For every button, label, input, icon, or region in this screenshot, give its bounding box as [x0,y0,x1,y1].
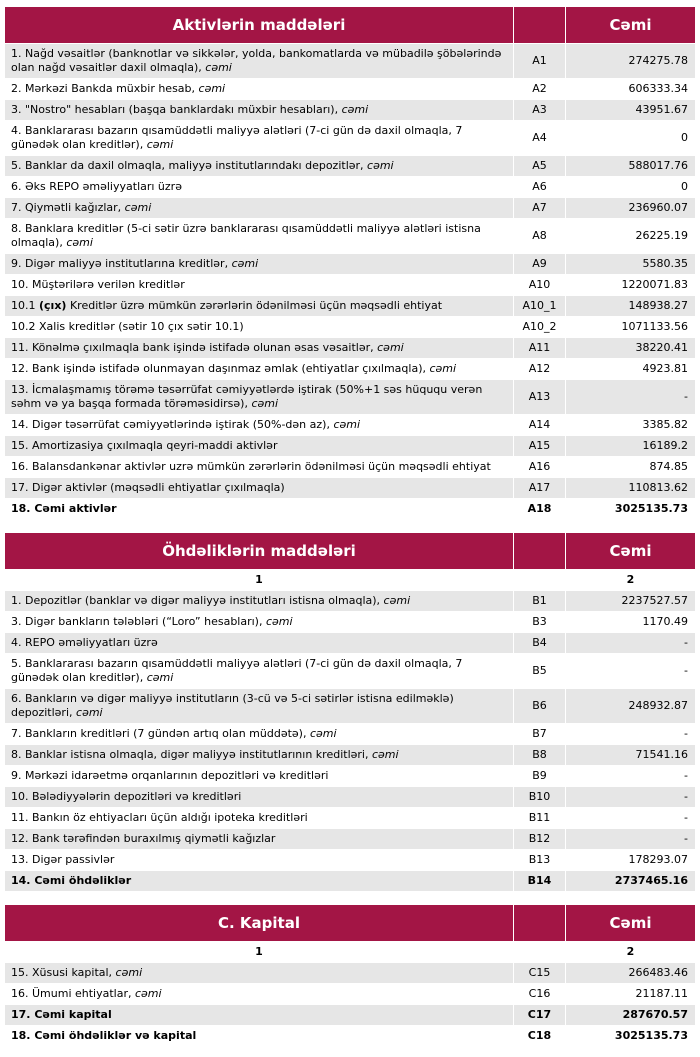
row-label: 16. Balansdankənar aktivlər uzrə mümkün zərərlərin ödənilməsi üçün məqsədli ehtiyat [11,460,491,473]
table-row [5,590,695,611]
row-code: B10 [513,787,565,807]
row-label: 6. Əks REPO əməliyyatları üzrə [11,180,182,193]
row-code: C17 [513,1005,565,1025]
row-value: 236960.07 [565,198,695,218]
table-row [5,120,695,155]
liabilities-title: Öhdəliklərin maddələri [162,542,356,560]
row-value: 4923.81 [565,359,695,379]
section-liabilities [5,533,695,891]
table-row [5,983,695,1004]
table-row [5,414,695,435]
table-row [5,632,695,653]
index-code-cell [513,570,565,590]
row-label: 16. Ümumi ehtiyatlar, cəmi [11,987,162,1000]
row-value: 148938.27 [565,296,695,316]
row-value: 606333.34 [565,79,695,99]
row-label: 7. Bankların kreditləri (7 gündən artıq olan müddətə), cəmi [11,727,337,740]
row-value: - [565,380,695,414]
row-code: B5 [513,654,565,688]
assets-header [5,7,695,43]
table-row [5,744,695,765]
table-row [5,456,695,477]
table-row [5,379,695,414]
row-code: B6 [513,689,565,723]
table-row [5,99,695,120]
table-row [5,1004,695,1025]
table-row [5,723,695,744]
row-label: 10.1 (çıx) Kreditlər üzrə mümkün zərərlərin ödənilməsi üçün məqsədli ehtiyat [11,299,443,312]
row-code: A15 [513,436,565,456]
table-row [5,295,695,316]
row-value: 588017.76 [565,156,695,176]
row-value: 110813.62 [565,478,695,498]
liabilities-header [5,533,695,569]
row-value: 3025135.73 [565,499,695,519]
row-code: A3 [513,100,565,120]
row-code: A10_1 [513,296,565,316]
row-code: A2 [513,79,565,99]
column-index-row [5,941,695,962]
index-label-col2: 2 [565,570,695,590]
row-label: 11. Könəlmə çıxılmaqla bank işində istifadə olunan əsas vəsaitlər, cəmi [11,341,404,354]
row-code: B9 [513,766,565,786]
row-code: A6 [513,177,565,197]
table-row [5,337,695,358]
row-label: 11. Bankın öz ehtiyacları üçün aldığı ipoteka kreditləri [11,811,308,824]
row-label: 12. Bank tərəfindən buraxılmış qiymətli kağızlar [11,832,276,845]
row-code: A13 [513,380,565,414]
row-value: 3385.82 [565,415,695,435]
row-code: B8 [513,745,565,765]
table-row [5,274,695,295]
row-code: A18 [513,499,565,519]
table-row [5,786,695,807]
row-value: 248932.87 [565,689,695,723]
row-value: 0 [565,177,695,197]
row-label: 8. Banklara kreditlər (5-ci sətir üzrə banklararası qısamüddətli maliyyə alətləri istisna olmaqla), cəmi [11,222,481,249]
row-code: C18 [513,1026,565,1046]
row-value: 3025135.73 [565,1026,695,1046]
row-label: 1. Nağd vəsaitlər (banknotlar və sikkələr, yolda, bankomatlarda və mübadilə şöbələrində olan nağd vəsaitlər daxil olmaqla), cəmi [11,47,502,74]
row-code: A17 [513,478,565,498]
row-label: 4. Banklararası bazarın qısamüddətli maliyyə alətləri (7-ci gün də daxil olmaqla, 7 günədək olan kreditlər), cəmi [11,124,463,151]
row-label: 3. Digər bankların tələbləri (“Loro” hesabları), cəmi [11,615,293,628]
row-label: 15. Xüsusi kapital, cəmi [11,966,143,979]
row-code: A4 [513,121,565,155]
row-code: B7 [513,724,565,744]
row-label: 18. Cəmi aktivlər [11,502,117,515]
row-code: C16 [513,984,565,1004]
row-label: 17. Cəmi kapital [11,1008,112,1021]
row-value: 274275.78 [565,44,695,78]
row-value: 287670.57 [565,1005,695,1025]
row-value: 71541.16 [565,745,695,765]
assets-rows [5,43,695,519]
table-row [5,435,695,456]
row-code: B12 [513,829,565,849]
index-label-col2: 2 [565,942,695,962]
section-capital [5,905,695,1046]
row-value: - [565,724,695,744]
row-label: 2. Mərkəzi Bankda müxbir hesab, cəmi [11,82,226,95]
capital-title: C. Kapital [218,914,300,932]
row-value: - [565,787,695,807]
row-code: B13 [513,850,565,870]
row-code: A16 [513,457,565,477]
row-code: A8 [513,219,565,253]
row-label: 12. Bank işində istifadə olunmayan daşınmaz əmlak (ehtiyatlar çıxılmaqla), cəmi [11,362,457,375]
row-value: 43951.67 [565,100,695,120]
row-code: B1 [513,591,565,611]
capital-total-column-header: Cəmi [565,905,695,941]
row-value: 0 [565,121,695,155]
row-label: 10. Müştərilərə verilən kreditlər [11,278,185,291]
assets-title: Aktivlərin maddələri [172,16,346,34]
row-value: 178293.07 [565,850,695,870]
row-value: - [565,766,695,786]
row-label: 10.2 Xalis kreditlər (sətir 10 çıx sətir 10.1) [11,320,244,333]
assets-code-column-header [513,7,565,43]
table-row [5,176,695,197]
row-code: B4 [513,633,565,653]
table-row [5,358,695,379]
row-value: 1071133.56 [565,317,695,337]
index-code-cell [513,942,565,962]
row-label: 1. Depozitlər (banklar və digər maliyyə institutları istisna olmaqla), cəmi [11,594,411,607]
row-value: 2237527.57 [565,591,695,611]
row-value: 38220.41 [565,338,695,358]
row-label: 9. Digər maliyyə institutlarına kreditlər, cəmi [11,257,259,270]
table-row [5,765,695,786]
capital-rows [5,941,695,1046]
row-label: 8. Banklar istisna olmaqla, digər maliyyə institutlarının kreditləri, cəmi [11,748,399,761]
row-code: A10 [513,275,565,295]
row-value: 26225.19 [565,219,695,253]
row-label: 14. Digər təsərrüfat cəmiyyətlərində iştirak (50%-dən az), cəmi [11,418,361,431]
row-label: 14. Cəmi öhdəliklər [11,874,132,887]
table-row [5,197,695,218]
row-value: - [565,633,695,653]
liabilities-code-column-header [513,533,565,569]
table-row [5,498,695,519]
table-row [5,849,695,870]
row-value: - [565,808,695,828]
table-row [5,1025,695,1046]
row-label: 9. Mərkəzi idarəetmə orqanlarının depozitləri və kreditləri [11,769,329,782]
row-value: 21187.11 [565,984,695,1004]
liabilities-rows [5,569,695,891]
row-code: B14 [513,871,565,891]
row-value: 874.85 [565,457,695,477]
row-label: 3. "Nostro" hesabları (başqa banklardakı müxbir hesabları), cəmi [11,103,369,116]
row-code: B11 [513,808,565,828]
row-label: 13. İcmalaşmamış törəmə təsərrüfat cəmiyyətlərdə iştirak (50%+1 səs hüququ verən səhm və ya başqa formada törəməsidirsə), cəmi [11,383,483,410]
column-index-row [5,569,695,590]
row-label: 15. Amortizasiya çıxılmaqla qeyri-maddi aktivlər [11,439,278,452]
assets-total-column-header: Cəmi [565,7,695,43]
table-row [5,477,695,498]
section-assets [5,7,695,519]
table-row [5,78,695,99]
liabilities-total-column-header: Cəmi [565,533,695,569]
table-row [5,807,695,828]
row-code: B3 [513,612,565,632]
table-row [5,688,695,723]
table-row [5,962,695,983]
row-value: - [565,654,695,688]
row-label: 17. Digər aktivlər (məqsədli ehtiyatlar çıxılmaqla) [11,481,285,494]
row-value: 5580.35 [565,254,695,274]
row-value: 2737465.16 [565,871,695,891]
capital-header [5,905,695,941]
row-code: A5 [513,156,565,176]
table-row [5,155,695,176]
row-value: 266483.46 [565,963,695,983]
row-value: - [565,829,695,849]
row-value: 16189.2 [565,436,695,456]
row-code: A9 [513,254,565,274]
row-label: 13. Digər passivlər [11,853,115,866]
capital-code-column-header [513,905,565,941]
row-label: 18. Cəmi öhdəliklər və kapital [11,1029,197,1042]
table-row [5,43,695,78]
row-label: 6. Bankların və digər maliyyə institutların (3-cü və 5-ci sətirlər istisna edilməklə) depozitləri, cəmi [11,692,454,719]
row-code: A14 [513,415,565,435]
table-row [5,611,695,632]
row-code: A10_2 [513,317,565,337]
index-label-col1: 1 [255,945,263,958]
row-code: A11 [513,338,565,358]
table-row [5,828,695,849]
table-row [5,870,695,891]
row-value: 1170.49 [565,612,695,632]
row-label: 7. Qiymətli kağızlar, cəmi [11,201,152,214]
row-code: A7 [513,198,565,218]
row-label: 5. Banklararası bazarın qısamüddətli maliyyə alətləri (7-ci gün də daxil olmaqla, 7 günədək olan kreditlər), cəmi [11,657,463,684]
table-row [5,316,695,337]
index-label-col1: 1 [255,573,263,586]
row-code: C15 [513,963,565,983]
table-row [5,218,695,253]
row-value: 1220071.83 [565,275,695,295]
row-label: 4. REPO əməliyyatları üzrə [11,636,158,649]
table-row [5,653,695,688]
row-label: 10. Bələdiyyələrin depozitləri və kreditləri [11,790,242,803]
table-row [5,253,695,274]
row-code: A12 [513,359,565,379]
row-code: A1 [513,44,565,78]
row-label: 5. Banklar da daxil olmaqla, maliyyə institutlarındakı depozitlər, cəmi [11,159,394,172]
